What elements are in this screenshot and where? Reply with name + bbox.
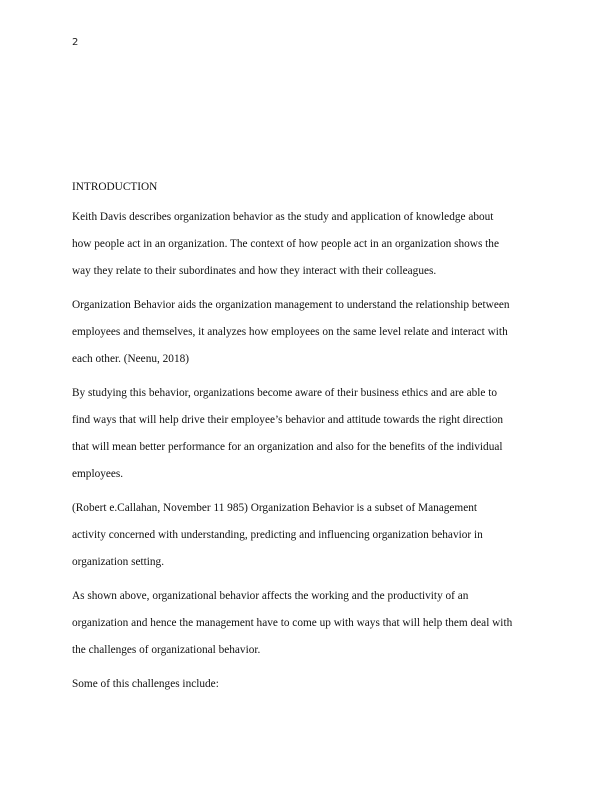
page-number: 2 <box>72 37 79 48</box>
paragraph-6 <box>72 671 547 698</box>
text-line: the challenges of organizational behavior. <box>72 644 261 656</box>
paragraph-4 <box>72 495 547 576</box>
text-line: activity concerned with understanding, predicting and influencing organization behavior in <box>72 529 483 541</box>
text-line: Organization Behavior aids the organization management to understand the relationship between <box>72 299 510 311</box>
text-line: each other. (Neenu, 2018) <box>72 353 190 365</box>
text-line: Keith Davis describes organization behavior as the study and application of knowledge about <box>72 211 494 223</box>
document-body <box>72 179 547 698</box>
paragraph-2 <box>72 292 547 373</box>
text-line: find ways that will help drive their employee’s behavior and attitude towards the right direction <box>72 414 504 426</box>
paragraph-3 <box>72 380 547 488</box>
text-line: that will mean better performance for an organization and also for the benefits of the individual <box>72 441 503 453</box>
text-line: how people act in an organization. The context of how people act in an organization shows the <box>72 238 499 250</box>
text-line: organization setting. <box>72 556 165 568</box>
section-heading: INTRODUCTION <box>72 181 158 193</box>
text-line: (Robert e.Callahan, November 11 985) Organization Behavior is a subset of Management <box>72 502 478 514</box>
paragraph-1 <box>72 204 547 285</box>
paragraph-5 <box>72 583 547 664</box>
text-line: way they relate to their subordinates and how they interact with their colleagues. <box>72 265 437 277</box>
text-line: Some of this challenges include: <box>72 678 219 690</box>
text-line: organization and hence the management have to come up with ways that will help them deal with <box>72 617 513 629</box>
text-line: employees. <box>72 468 124 480</box>
text-line: employees and themselves, it analyzes how employees on the same level relate and interact with <box>72 326 508 338</box>
text-line: As shown above, organizational behavior affects the working and the productivity of an <box>72 590 469 602</box>
text-line: By studying this behavior, organizations become aware of their business ethics and are able to <box>72 387 498 399</box>
